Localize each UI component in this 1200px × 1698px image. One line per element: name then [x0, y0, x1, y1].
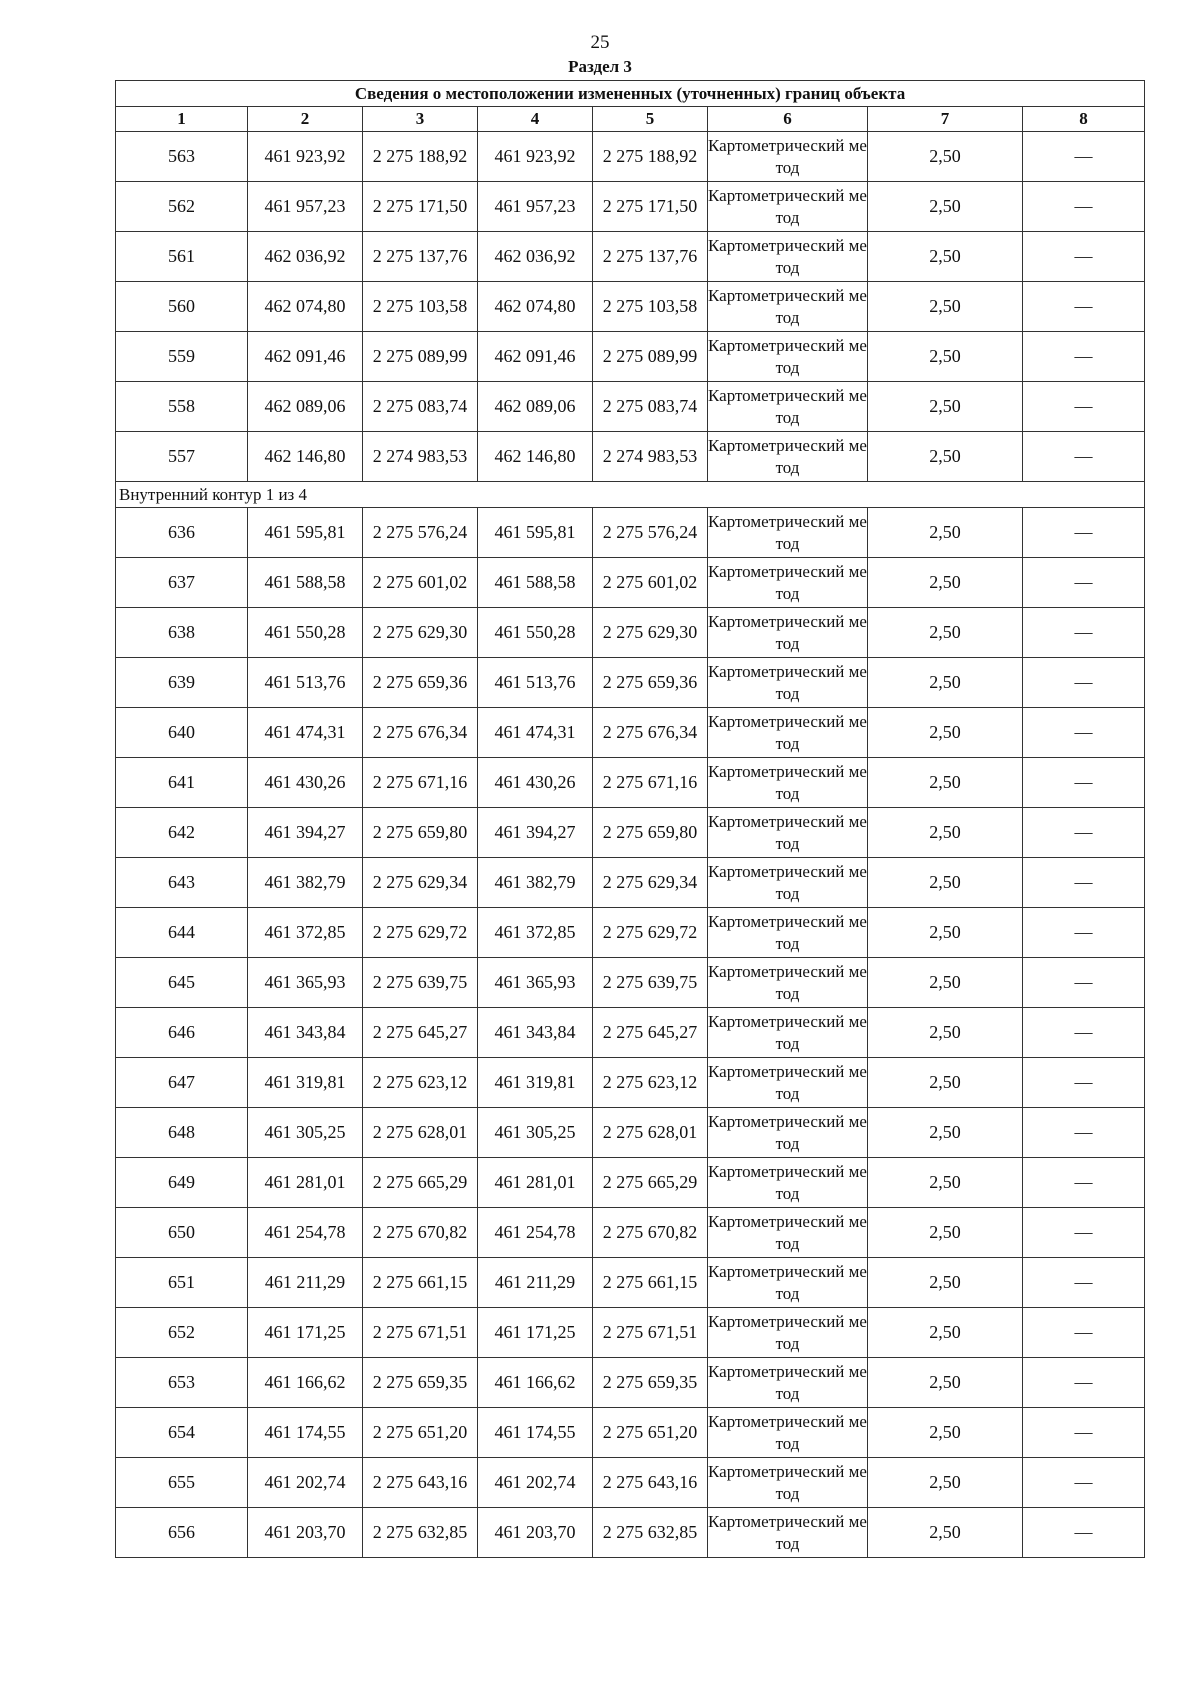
x-coord-cell: 461 513,76 [248, 658, 363, 708]
accuracy-cell: 2,50 [868, 808, 1023, 858]
method-cell: Картометрический метод [708, 432, 868, 482]
method-cell: Картометрический метод [708, 1158, 868, 1208]
y-coord-cell: 2 275 632,85 [593, 1508, 708, 1558]
description-cell: — [1023, 558, 1145, 608]
table-row [116, 1058, 1145, 1108]
y-coord-cell: 2 275 083,74 [363, 382, 478, 432]
description-cell: — [1023, 182, 1145, 232]
description-cell: — [1023, 1408, 1145, 1458]
table-row [116, 508, 1145, 558]
x-coord-cell: 461 203,70 [478, 1508, 593, 1558]
x-coord-cell: 461 166,62 [478, 1358, 593, 1408]
point-number-cell: 638 [116, 608, 248, 658]
method-cell: Картометрический метод [708, 1508, 868, 1558]
x-coord-cell: 461 595,81 [478, 508, 593, 558]
y-coord-cell: 2 275 628,01 [363, 1108, 478, 1158]
x-coord-cell: 461 203,70 [248, 1508, 363, 1558]
point-number-cell: 636 [116, 508, 248, 558]
point-number-cell: 562 [116, 182, 248, 232]
description-cell: — [1023, 1158, 1145, 1208]
accuracy-cell: 2,50 [868, 1358, 1023, 1408]
accuracy-cell: 2,50 [868, 382, 1023, 432]
x-coord-cell: 461 171,25 [478, 1308, 593, 1358]
x-coord-cell: 462 036,92 [478, 232, 593, 282]
accuracy-cell: 2,50 [868, 908, 1023, 958]
contour-label-row [116, 482, 1145, 508]
description-cell: — [1023, 908, 1145, 958]
table-row [116, 432, 1145, 482]
column-number: 2 [248, 107, 363, 132]
x-coord-cell: 461 957,23 [478, 182, 593, 232]
x-coord-cell: 462 089,06 [248, 382, 363, 432]
description-cell: — [1023, 332, 1145, 382]
table-row [116, 1508, 1145, 1558]
section-title: Раздел 3 [568, 57, 632, 76]
point-number-cell: 639 [116, 658, 248, 708]
point-number-cell: 641 [116, 758, 248, 808]
y-coord-cell: 2 275 645,27 [363, 1008, 478, 1058]
x-coord-cell: 461 174,55 [478, 1408, 593, 1458]
y-coord-cell: 2 275 659,35 [363, 1358, 478, 1408]
y-coord-cell: 2 275 661,15 [593, 1258, 708, 1308]
description-cell: — [1023, 432, 1145, 482]
y-coord-cell: 2 275 670,82 [363, 1208, 478, 1258]
method-cell: Картометрический метод [708, 758, 868, 808]
point-number-cell: 651 [116, 1258, 248, 1308]
column-number: 6 [708, 107, 868, 132]
method-cell: Картометрический метод [708, 508, 868, 558]
description-cell: — [1023, 708, 1145, 758]
x-coord-cell: 461 211,29 [248, 1258, 363, 1308]
table-row [116, 1008, 1145, 1058]
method-cell: Картометрический метод [708, 658, 868, 708]
table-row [116, 282, 1145, 332]
description-cell: — [1023, 758, 1145, 808]
description-cell: — [1023, 1258, 1145, 1308]
accuracy-cell: 2,50 [868, 1108, 1023, 1158]
accuracy-cell: 2,50 [868, 758, 1023, 808]
x-coord-cell: 461 281,01 [248, 1158, 363, 1208]
table-row [116, 1408, 1145, 1458]
x-coord-cell: 461 430,26 [248, 758, 363, 808]
y-coord-cell: 2 275 089,99 [593, 332, 708, 382]
y-coord-cell: 2 275 623,12 [593, 1058, 708, 1108]
x-coord-cell: 461 394,27 [248, 808, 363, 858]
contour-separator [116, 482, 1145, 508]
table-row [116, 232, 1145, 282]
x-coord-cell: 461 254,78 [248, 1208, 363, 1258]
y-coord-cell: 2 275 171,50 [363, 182, 478, 232]
point-number-cell: 561 [116, 232, 248, 282]
accuracy-cell: 2,50 [868, 1208, 1023, 1258]
point-number-cell: 649 [116, 1158, 248, 1208]
point-number-cell: 654 [116, 1408, 248, 1458]
y-coord-cell: 2 275 629,34 [363, 858, 478, 908]
x-coord-cell: 461 474,31 [478, 708, 593, 758]
table-row [116, 658, 1145, 708]
y-coord-cell: 2 275 623,12 [363, 1058, 478, 1108]
accuracy-cell: 2,50 [868, 708, 1023, 758]
accuracy-cell: 2,50 [868, 1508, 1023, 1558]
x-coord-cell: 461 595,81 [248, 508, 363, 558]
contour-label: Внутренний контур 1 из 4 [116, 482, 1145, 508]
y-coord-cell: 2 275 659,80 [363, 808, 478, 858]
accuracy-cell: 2,50 [868, 858, 1023, 908]
description-cell: — [1023, 808, 1145, 858]
description-cell: — [1023, 858, 1145, 908]
x-coord-cell: 461 171,25 [248, 1308, 363, 1358]
description-cell: — [1023, 958, 1145, 1008]
description-cell: — [1023, 1458, 1145, 1508]
x-coord-cell: 461 281,01 [478, 1158, 593, 1208]
y-coord-cell: 2 274 983,53 [363, 432, 478, 482]
method-cell: Картометрический метод [708, 332, 868, 382]
accuracy-cell: 2,50 [868, 1158, 1023, 1208]
y-coord-cell: 2 275 629,30 [363, 608, 478, 658]
method-cell: Картометрический метод [708, 132, 868, 182]
x-coord-cell: 461 305,25 [478, 1108, 593, 1158]
y-coord-cell: 2 275 103,58 [363, 282, 478, 332]
accuracy-cell: 2,50 [868, 558, 1023, 608]
x-coord-cell: 461 372,85 [248, 908, 363, 958]
table-row [116, 132, 1145, 182]
table-row [116, 758, 1145, 808]
x-coord-cell: 462 089,06 [478, 382, 593, 432]
point-number-cell: 640 [116, 708, 248, 758]
y-coord-cell: 2 275 629,34 [593, 858, 708, 908]
column-number: 8 [1023, 107, 1145, 132]
column-number-row [116, 107, 1145, 132]
y-coord-cell: 2 275 659,80 [593, 808, 708, 858]
y-coord-cell: 2 275 188,92 [593, 132, 708, 182]
method-cell: Картометрический метод [708, 1408, 868, 1458]
page-number: 25 [590, 32, 610, 53]
x-coord-cell: 461 474,31 [248, 708, 363, 758]
x-coord-cell: 461 343,84 [478, 1008, 593, 1058]
method-cell: Картометрический метод [708, 958, 868, 1008]
table-caption-row [116, 81, 1145, 107]
table-row [116, 558, 1145, 608]
y-coord-cell: 2 275 628,01 [593, 1108, 708, 1158]
table-row [116, 908, 1145, 958]
accuracy-cell: 2,50 [868, 1258, 1023, 1308]
x-coord-cell: 462 074,80 [248, 282, 363, 332]
y-coord-cell: 2 275 137,76 [593, 232, 708, 282]
method-cell: Картометрический метод [708, 1108, 868, 1158]
description-cell: — [1023, 608, 1145, 658]
method-cell: Картометрический метод [708, 1008, 868, 1058]
y-coord-cell: 2 275 671,16 [363, 758, 478, 808]
y-coord-cell: 2 275 188,92 [363, 132, 478, 182]
x-coord-cell: 461 394,27 [478, 808, 593, 858]
method-cell: Картометрический метод [708, 558, 868, 608]
y-coord-cell: 2 275 629,72 [593, 908, 708, 958]
column-number: 1 [116, 107, 248, 132]
point-number-cell: 646 [116, 1008, 248, 1058]
y-coord-cell: 2 275 645,27 [593, 1008, 708, 1058]
x-coord-cell: 461 430,26 [478, 758, 593, 808]
accuracy-cell: 2,50 [868, 1408, 1023, 1458]
description-cell: — [1023, 282, 1145, 332]
point-number-cell: 652 [116, 1308, 248, 1358]
method-cell: Картометрический метод [708, 708, 868, 758]
accuracy-cell: 2,50 [868, 1308, 1023, 1358]
table-row [116, 1458, 1145, 1508]
accuracy-cell: 2,50 [868, 132, 1023, 182]
method-cell: Картометрический метод [708, 858, 868, 908]
method-cell: Картометрический метод [708, 908, 868, 958]
x-coord-cell: 461 174,55 [248, 1408, 363, 1458]
y-coord-cell: 2 275 643,16 [363, 1458, 478, 1508]
method-cell: Картометрический метод [708, 608, 868, 658]
method-cell: Картометрический метод [708, 1308, 868, 1358]
y-coord-cell: 2 275 671,51 [363, 1308, 478, 1358]
table-row [116, 1108, 1145, 1158]
table-row [116, 1208, 1145, 1258]
y-coord-cell: 2 275 659,35 [593, 1358, 708, 1408]
column-number: 3 [363, 107, 478, 132]
x-coord-cell: 461 365,93 [478, 958, 593, 1008]
y-coord-cell: 2 275 639,75 [363, 958, 478, 1008]
x-coord-cell: 461 202,74 [248, 1458, 363, 1508]
x-coord-cell: 461 550,28 [478, 608, 593, 658]
accuracy-cell: 2,50 [868, 232, 1023, 282]
x-coord-cell: 461 513,76 [478, 658, 593, 708]
x-coord-cell: 462 146,80 [248, 432, 363, 482]
y-coord-cell: 2 275 676,34 [593, 708, 708, 758]
y-coord-cell: 2 275 137,76 [363, 232, 478, 282]
point-number-cell: 563 [116, 132, 248, 182]
table-row [116, 858, 1145, 908]
accuracy-cell: 2,50 [868, 1058, 1023, 1108]
description-cell: — [1023, 1058, 1145, 1108]
table-row [116, 958, 1145, 1008]
description-cell: — [1023, 508, 1145, 558]
x-coord-cell: 462 091,46 [478, 332, 593, 382]
x-coord-cell: 461 588,58 [478, 558, 593, 608]
point-number-cell: 653 [116, 1358, 248, 1408]
coordinates-table [115, 80, 1145, 1558]
column-number: 5 [593, 107, 708, 132]
accuracy-cell: 2,50 [868, 332, 1023, 382]
y-coord-cell: 2 275 651,20 [363, 1408, 478, 1458]
description-cell: — [1023, 1308, 1145, 1358]
table-row [116, 808, 1145, 858]
method-cell: Картометрический метод [708, 1258, 868, 1308]
accuracy-cell: 2,50 [868, 1008, 1023, 1058]
point-number-cell: 643 [116, 858, 248, 908]
y-coord-cell: 2 275 629,30 [593, 608, 708, 658]
description-cell: — [1023, 1208, 1145, 1258]
point-number-cell: 557 [116, 432, 248, 482]
method-cell: Картометрический метод [708, 1208, 868, 1258]
description-cell: — [1023, 1008, 1145, 1058]
table-body-outer-contour [116, 132, 1145, 482]
x-coord-cell: 461 254,78 [478, 1208, 593, 1258]
y-coord-cell: 2 275 639,75 [593, 958, 708, 1008]
x-coord-cell: 461 365,93 [248, 958, 363, 1008]
x-coord-cell: 461 319,81 [478, 1058, 593, 1108]
y-coord-cell: 2 275 671,51 [593, 1308, 708, 1358]
y-coord-cell: 2 275 659,36 [593, 658, 708, 708]
y-coord-cell: 2 275 576,24 [593, 508, 708, 558]
x-coord-cell: 462 091,46 [248, 332, 363, 382]
table-row [116, 1158, 1145, 1208]
x-coord-cell: 461 166,62 [248, 1358, 363, 1408]
y-coord-cell: 2 275 670,82 [593, 1208, 708, 1258]
x-coord-cell: 462 146,80 [478, 432, 593, 482]
description-cell: — [1023, 1508, 1145, 1558]
y-coord-cell: 2 275 665,29 [363, 1158, 478, 1208]
x-coord-cell: 461 202,74 [478, 1458, 593, 1508]
x-coord-cell: 462 074,80 [478, 282, 593, 332]
method-cell: Картометрический метод [708, 1358, 868, 1408]
table-row [116, 608, 1145, 658]
table-row [116, 332, 1145, 382]
y-coord-cell: 2 275 659,36 [363, 658, 478, 708]
table-row [116, 1258, 1145, 1308]
description-cell: — [1023, 382, 1145, 432]
y-coord-cell: 2 275 171,50 [593, 182, 708, 232]
y-coord-cell: 2 274 983,53 [593, 432, 708, 482]
y-coord-cell: 2 275 651,20 [593, 1408, 708, 1458]
y-coord-cell: 2 275 089,99 [363, 332, 478, 382]
y-coord-cell: 2 275 103,58 [593, 282, 708, 332]
y-coord-cell: 2 275 643,16 [593, 1458, 708, 1508]
table-row [116, 182, 1145, 232]
table-row [116, 1358, 1145, 1408]
x-coord-cell: 461 305,25 [248, 1108, 363, 1158]
x-coord-cell: 461 372,85 [478, 908, 593, 958]
x-coord-cell: 461 923,92 [248, 132, 363, 182]
accuracy-cell: 2,50 [868, 608, 1023, 658]
method-cell: Картометрический метод [708, 808, 868, 858]
x-coord-cell: 461 382,79 [478, 858, 593, 908]
x-coord-cell: 461 343,84 [248, 1008, 363, 1058]
method-cell: Картометрический метод [708, 232, 868, 282]
accuracy-cell: 2,50 [868, 182, 1023, 232]
column-number: 7 [868, 107, 1023, 132]
y-coord-cell: 2 275 601,02 [363, 558, 478, 608]
point-number-cell: 560 [116, 282, 248, 332]
accuracy-cell: 2,50 [868, 958, 1023, 1008]
y-coord-cell: 2 275 083,74 [593, 382, 708, 432]
point-number-cell: 650 [116, 1208, 248, 1258]
point-number-cell: 648 [116, 1108, 248, 1158]
method-cell: Картометрический метод [708, 1058, 868, 1108]
method-cell: Картометрический метод [708, 282, 868, 332]
point-number-cell: 655 [116, 1458, 248, 1508]
table-row [116, 1308, 1145, 1358]
x-coord-cell: 461 923,92 [478, 132, 593, 182]
point-number-cell: 647 [116, 1058, 248, 1108]
point-number-cell: 637 [116, 558, 248, 608]
point-number-cell: 656 [116, 1508, 248, 1558]
y-coord-cell: 2 275 576,24 [363, 508, 478, 558]
y-coord-cell: 2 275 632,85 [363, 1508, 478, 1558]
method-cell: Картометрический метод [708, 1458, 868, 1508]
x-coord-cell: 461 588,58 [248, 558, 363, 608]
y-coord-cell: 2 275 661,15 [363, 1258, 478, 1308]
x-coord-cell: 461 211,29 [478, 1258, 593, 1308]
table-caption: Сведения о местоположении измененных (уточненных) границ объекта [116, 81, 1145, 107]
point-number-cell: 642 [116, 808, 248, 858]
description-cell: — [1023, 1108, 1145, 1158]
y-coord-cell: 2 275 671,16 [593, 758, 708, 808]
table-row [116, 382, 1145, 432]
accuracy-cell: 2,50 [868, 282, 1023, 332]
column-number: 4 [478, 107, 593, 132]
description-cell: — [1023, 132, 1145, 182]
y-coord-cell: 2 275 665,29 [593, 1158, 708, 1208]
table-body-inner-contour [116, 508, 1145, 1558]
accuracy-cell: 2,50 [868, 658, 1023, 708]
description-cell: — [1023, 658, 1145, 708]
x-coord-cell: 461 550,28 [248, 608, 363, 658]
y-coord-cell: 2 275 629,72 [363, 908, 478, 958]
point-number-cell: 559 [116, 332, 248, 382]
accuracy-cell: 2,50 [868, 1458, 1023, 1508]
x-coord-cell: 461 319,81 [248, 1058, 363, 1108]
description-cell: — [1023, 232, 1145, 282]
description-cell: — [1023, 1358, 1145, 1408]
method-cell: Картометрический метод [708, 182, 868, 232]
y-coord-cell: 2 275 676,34 [363, 708, 478, 758]
point-number-cell: 644 [116, 908, 248, 958]
point-number-cell: 645 [116, 958, 248, 1008]
point-number-cell: 558 [116, 382, 248, 432]
accuracy-cell: 2,50 [868, 432, 1023, 482]
x-coord-cell: 462 036,92 [248, 232, 363, 282]
x-coord-cell: 461 957,23 [248, 182, 363, 232]
table-row [116, 708, 1145, 758]
method-cell: Картометрический метод [708, 382, 868, 432]
accuracy-cell: 2,50 [868, 508, 1023, 558]
x-coord-cell: 461 382,79 [248, 858, 363, 908]
y-coord-cell: 2 275 601,02 [593, 558, 708, 608]
